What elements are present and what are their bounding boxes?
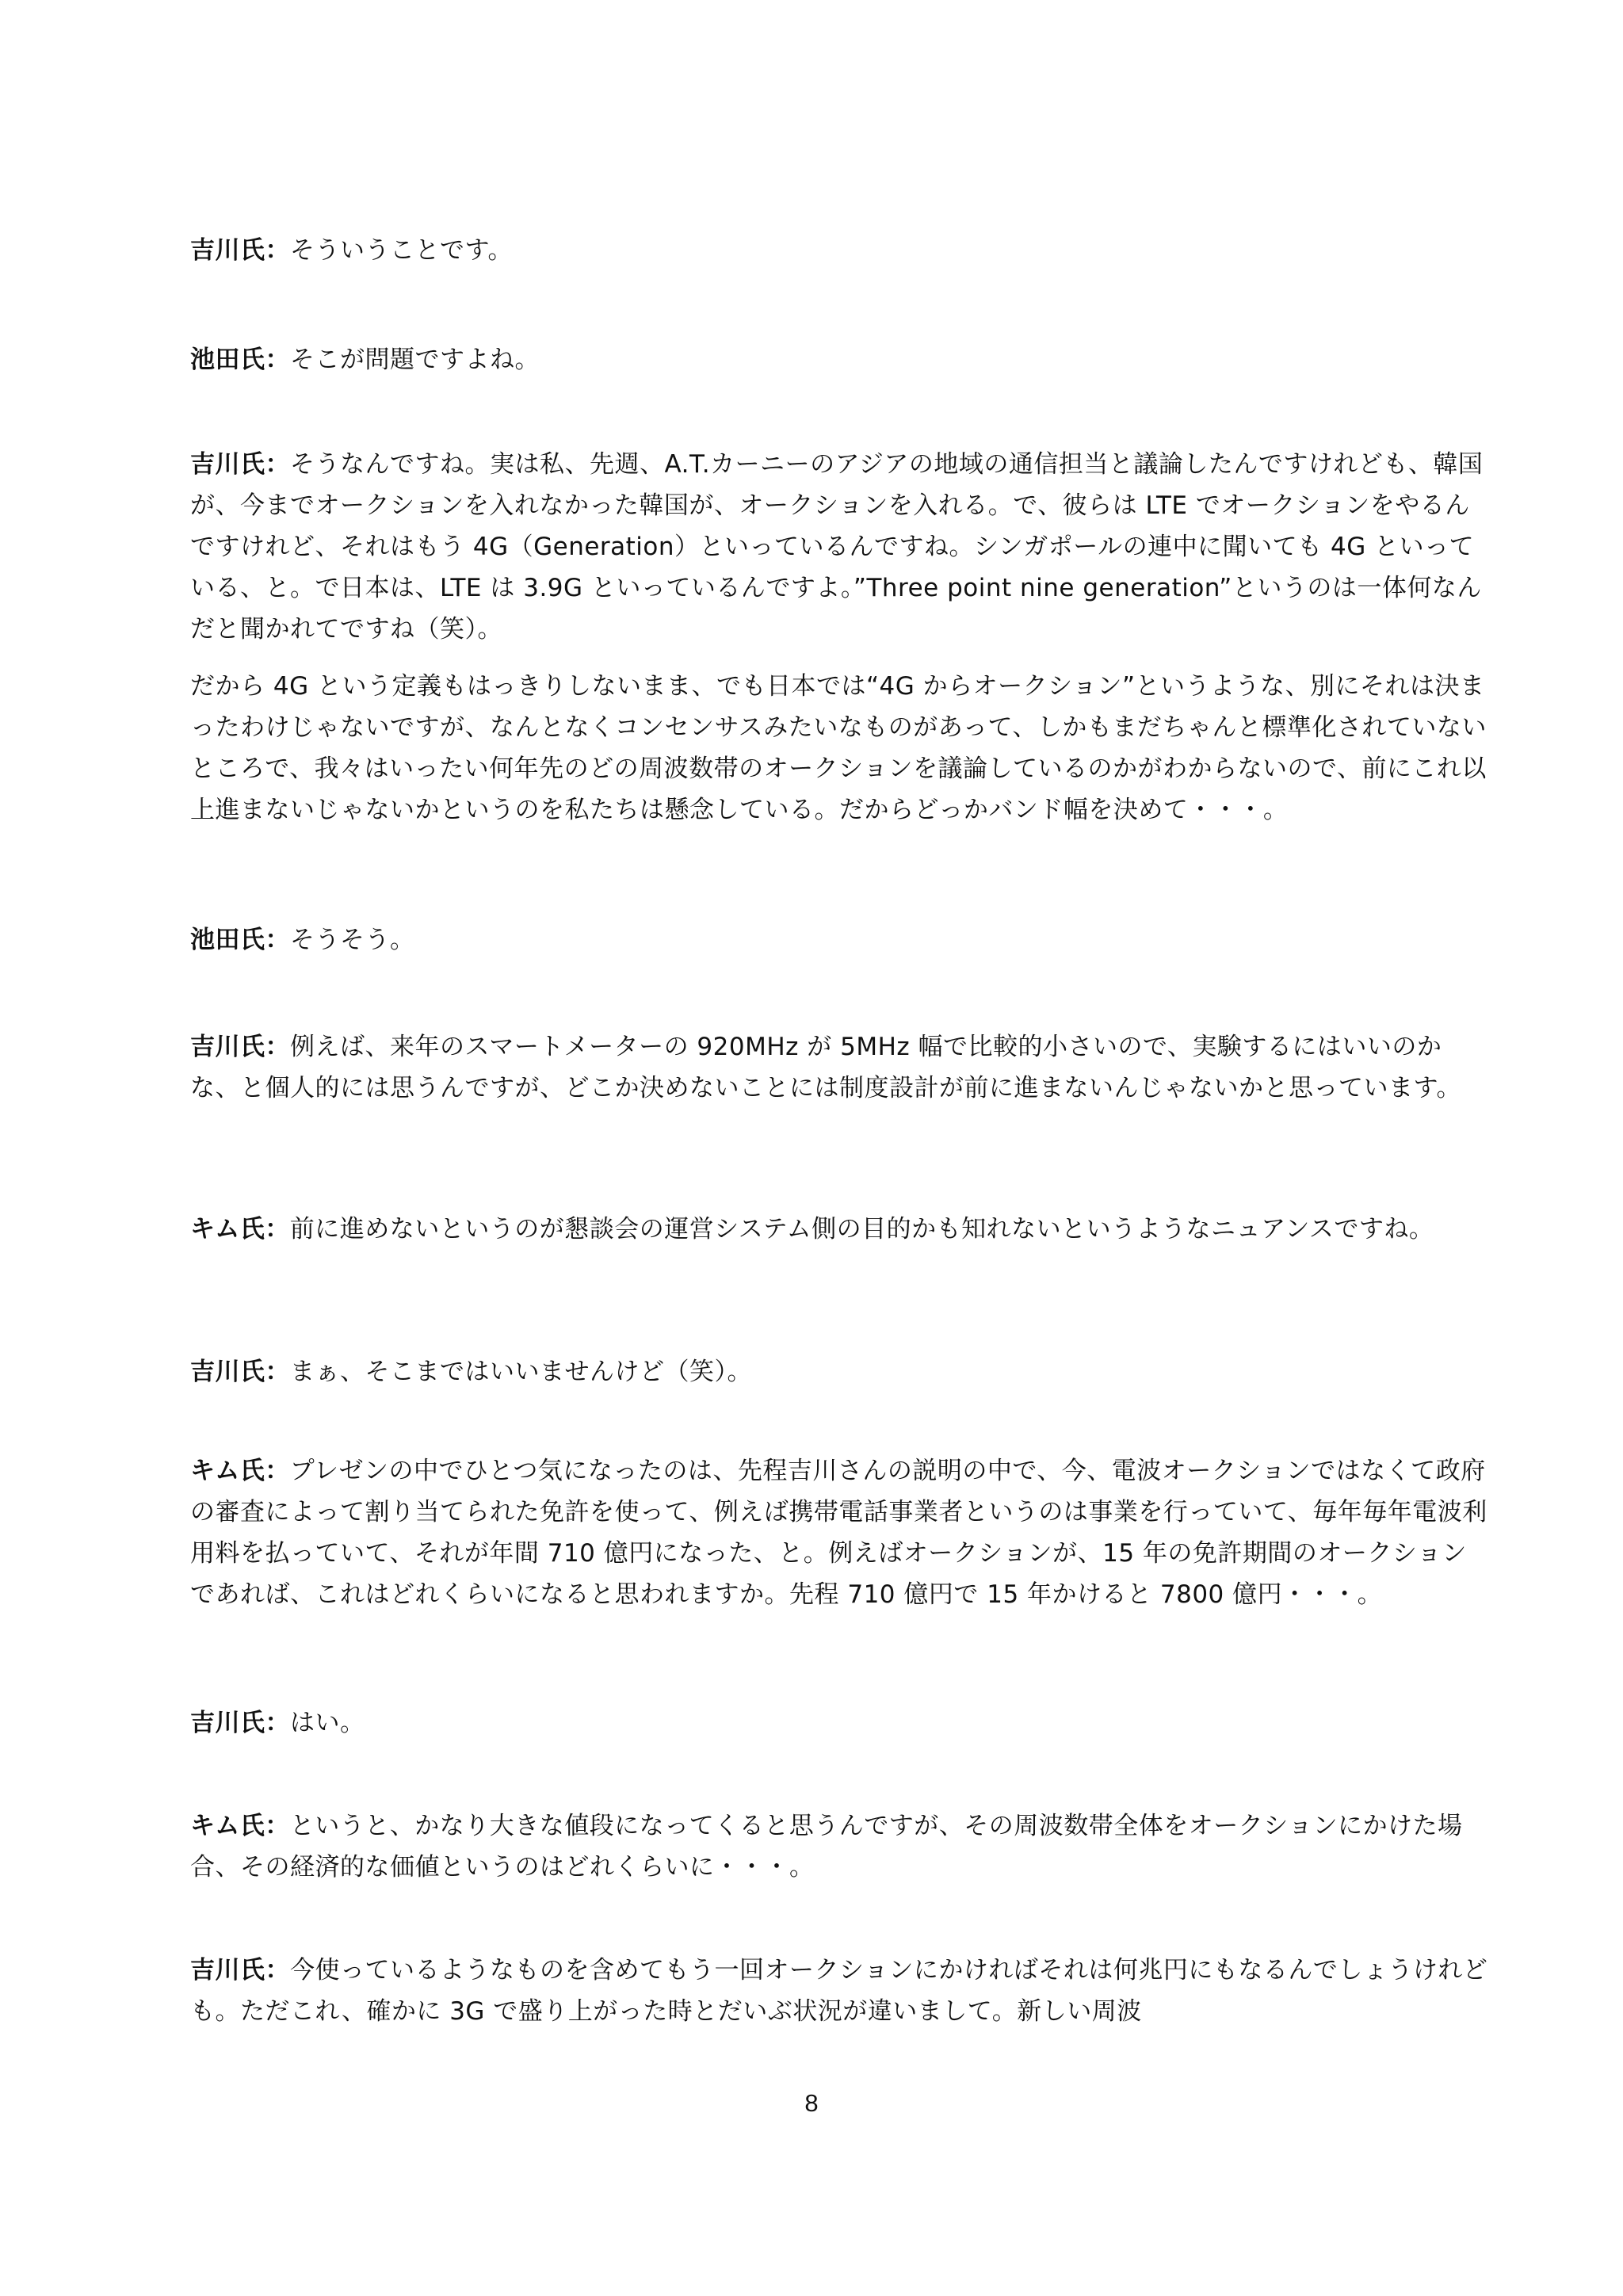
paragraph-text: はい。 bbox=[290, 1709, 365, 1737]
speaker-label: キム氏： bbox=[190, 1812, 290, 1840]
speaker-label: 吉川氏： bbox=[190, 1709, 290, 1737]
paragraph-text: そういうことです。 bbox=[290, 236, 514, 265]
paragraph-10 bbox=[190, 1702, 1490, 1744]
speaker-label: 池田氏： bbox=[190, 926, 290, 954]
speaker-label: 池田氏： bbox=[190, 346, 290, 374]
paragraph-text: 例えば、来年のスマートメーターの 920MHz が 5MHz 幅で比較的小さいので、実験するにはいいのかな、と個人的には思うんですが、どこか決めないことには制度設計が前に進まないんじゃないかと思っています。 bbox=[190, 1033, 1462, 1102]
paragraph-text: そこが問題ですよね。 bbox=[290, 346, 540, 374]
paragraph-7 bbox=[190, 1209, 1490, 1250]
paragraph-4 bbox=[190, 666, 1490, 831]
paragraph-12 bbox=[190, 1950, 1490, 2032]
paragraph-8 bbox=[190, 1351, 1490, 1392]
paragraph-2 bbox=[190, 339, 1490, 380]
speaker-label: 吉川氏： bbox=[190, 450, 290, 479]
paragraph-text: まぁ、そこまではいいませんけど（笑）。 bbox=[290, 1358, 752, 1386]
paragraph-text: 前に進めないというのが懇談会の運営システム側の目的かも知れないというようなニュアンスですね。 bbox=[289, 1215, 1434, 1244]
paragraph-text: だから 4G という定義もはっきりしないまま、でも日本では“4G からオークション”というような、別にそれは決まったわけじゃないですが、なんとなくコンセンサスみたいなものがあって、しかもまだちゃんと標準化されていないところで、我々はいったい何年先のどの周波数帯のオークションを議論しているのかがわからないので、前にこれ以上進まないじゃないかというのを私たちは懸念している。だからどっかバンド幅を決めて・・・。 bbox=[190, 672, 1487, 824]
paragraph-6 bbox=[190, 1026, 1490, 1109]
paragraph-11 bbox=[190, 1805, 1490, 1888]
paragraph-9 bbox=[190, 1450, 1490, 1615]
speaker-label: キム氏： bbox=[190, 1457, 290, 1485]
paragraph-text: そうそう。 bbox=[290, 926, 415, 954]
speaker-label: 吉川氏： bbox=[190, 1358, 290, 1386]
paragraph-5 bbox=[190, 919, 1490, 961]
speaker-label: 吉川氏： bbox=[190, 1956, 290, 1985]
page-number: 8 bbox=[804, 2089, 819, 2117]
paragraph-1 bbox=[190, 230, 1490, 271]
paragraph-text: そうなんですね。実は私、先週、A.T.カーニーのアジアの地域の通信担当と議論したんですけれども、韓国が、今までオークションを入れなかった韓国が、オークションを入れる。で、彼らは LTE でオークションをやるんですけれど、それはもう 4G（Generation）といっているんですね。シンガポールの連中に聞いても 4G といっている、と。で日本は、LTE は 3.9G といっているんですよ。”Three point nine generation”というのは一体何なんだと聞かれてですね（笑）。 bbox=[190, 450, 1484, 644]
speaker-label: 吉川氏： bbox=[190, 1033, 290, 1061]
paragraph-text: プレゼンの中でひとつ気になったのは、先程吉川さんの説明の中で、今、電波オークションではなくて政府の審査によって割り当てられた免許を使って、例えば携帯電話事業者というのは事業を行っていて、毎年毎年電波利用料を払っていて、それが年間 710 億円になった、と。例えばオークションが、15 年の免許期間のオークションであれば、これはどれくらいになると思われますか。先程 710 億円で 15 年かけると 7800 億円・・・。 bbox=[190, 1457, 1487, 1609]
speaker-label: キム氏： bbox=[190, 1215, 290, 1244]
paragraph-3 bbox=[190, 444, 1490, 650]
paragraph-text: というと、かなり大きな値段になってくると思うんですが、その周波数帯全体をオークションにかけた場合、その経済的な価値というのはどれくらいに・・・。 bbox=[190, 1812, 1463, 1881]
paragraph-text: 今使っているようなものを含めてもう一回オークションにかければそれは何兆円にもなるんでしょうけれども。ただこれ、確かに 3G で盛り上がった時とだいぶ状況が違いまして。新しい周波 bbox=[190, 1956, 1488, 2026]
speaker-label: 吉川氏： bbox=[190, 236, 290, 265]
